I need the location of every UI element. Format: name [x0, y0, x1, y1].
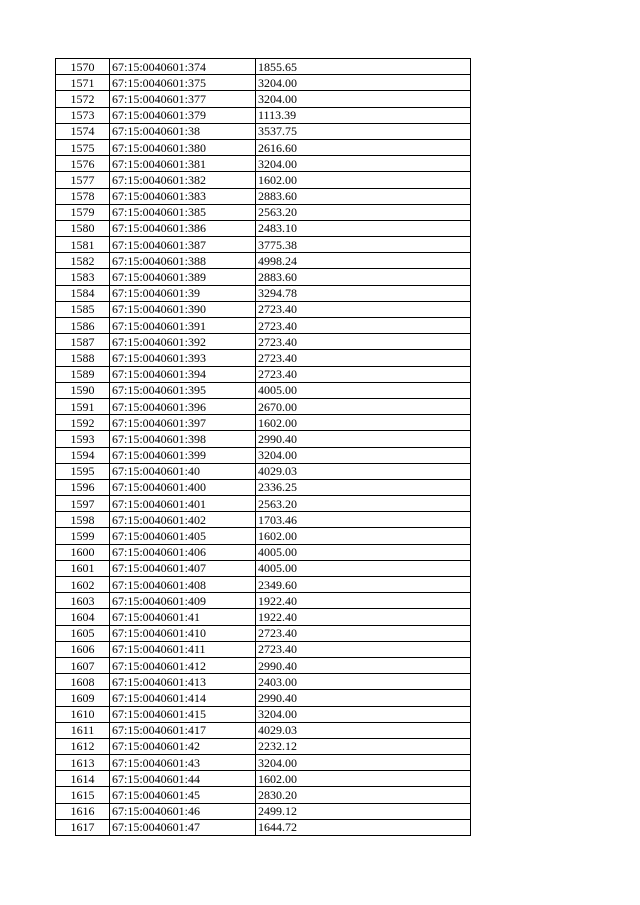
cadastral-value-cell: 1703.46: [256, 512, 471, 528]
cadastral-number-cell: 67:15:0040601:389: [110, 269, 256, 285]
table-row: [56, 269, 471, 285]
row-number-cell: 1617: [56, 819, 110, 835]
table-row: [56, 350, 471, 366]
row-number-cell: 1598: [56, 512, 110, 528]
row-number-cell: 1578: [56, 188, 110, 204]
row-number-cell: 1579: [56, 204, 110, 220]
row-number-cell: 1609: [56, 690, 110, 706]
cadastral-number-cell: 67:15:0040601:43: [110, 755, 256, 771]
table-row: [56, 188, 471, 204]
row-number-cell: 1576: [56, 156, 110, 172]
row-number-cell: 1583: [56, 269, 110, 285]
cadastral-value-cell: 2723.40: [256, 625, 471, 641]
table-row: [56, 301, 471, 317]
row-number-cell: 1607: [56, 657, 110, 673]
cadastral-value-cell: 2990.40: [256, 690, 471, 706]
row-number-cell: 1573: [56, 107, 110, 123]
table-row: [56, 803, 471, 819]
table-row: [56, 334, 471, 350]
row-number-cell: 1613: [56, 755, 110, 771]
table-row: [56, 674, 471, 690]
table-row: [56, 463, 471, 479]
cadastral-value-table: [55, 58, 471, 836]
cadastral-value-cell: 1644.72: [256, 819, 471, 835]
table-row: [56, 544, 471, 560]
table-row: [56, 447, 471, 463]
row-number-cell: 1581: [56, 237, 110, 253]
cadastral-number-cell: 67:15:0040601:39: [110, 285, 256, 301]
cadastral-number-cell: 67:15:0040601:382: [110, 172, 256, 188]
cadastral-value-cell: 2563.20: [256, 496, 471, 512]
table-row: [56, 75, 471, 91]
cadastral-value-cell: 2990.40: [256, 431, 471, 447]
table-row: [56, 819, 471, 835]
table-row: [56, 398, 471, 414]
row-number-cell: 1570: [56, 59, 110, 75]
table-body: [56, 59, 471, 836]
row-number-cell: 1590: [56, 382, 110, 398]
table-row: [56, 560, 471, 576]
row-number-cell: 1591: [56, 398, 110, 414]
cadastral-value-cell: 2403.00: [256, 674, 471, 690]
cadastral-value-cell: 1113.39: [256, 107, 471, 123]
row-number-cell: 1593: [56, 431, 110, 447]
cadastral-value-cell: 2232.12: [256, 738, 471, 754]
cadastral-number-cell: 67:15:0040601:380: [110, 139, 256, 155]
cadastral-number-cell: 67:15:0040601:413: [110, 674, 256, 690]
cadastral-value-cell: 3537.75: [256, 123, 471, 139]
cadastral-value-cell: 2883.60: [256, 269, 471, 285]
table-row: [56, 496, 471, 512]
row-number-cell: 1614: [56, 771, 110, 787]
cadastral-number-cell: 67:15:0040601:375: [110, 75, 256, 91]
cadastral-value-cell: 4005.00: [256, 560, 471, 576]
cadastral-number-cell: 67:15:0040601:391: [110, 318, 256, 334]
cadastral-number-cell: 67:15:0040601:414: [110, 690, 256, 706]
cadastral-value-cell: 1922.40: [256, 593, 471, 609]
cadastral-number-cell: 67:15:0040601:412: [110, 657, 256, 673]
cadastral-value-cell: 2563.20: [256, 204, 471, 220]
cadastral-value-cell: 2723.40: [256, 301, 471, 317]
cadastral-value-cell: 2723.40: [256, 334, 471, 350]
cadastral-number-cell: 67:15:0040601:381: [110, 156, 256, 172]
row-number-cell: 1604: [56, 609, 110, 625]
cadastral-number-cell: 67:15:0040601:407: [110, 560, 256, 576]
cadastral-value-cell: 3775.38: [256, 237, 471, 253]
row-number-cell: 1595: [56, 463, 110, 479]
cadastral-value-cell: 4029.03: [256, 722, 471, 738]
row-number-cell: 1612: [56, 738, 110, 754]
cadastral-number-cell: 67:15:0040601:45: [110, 787, 256, 803]
cadastral-number-cell: 67:15:0040601:410: [110, 625, 256, 641]
cadastral-number-cell: 67:15:0040601:398: [110, 431, 256, 447]
cadastral-number-cell: 67:15:0040601:406: [110, 544, 256, 560]
cadastral-number-cell: 67:15:0040601:400: [110, 479, 256, 495]
cadastral-number-cell: 67:15:0040601:38: [110, 123, 256, 139]
cadastral-value-cell: 2670.00: [256, 398, 471, 414]
table-row: [56, 253, 471, 269]
table-row: [56, 641, 471, 657]
row-number-cell: 1571: [56, 75, 110, 91]
row-number-cell: 1574: [56, 123, 110, 139]
cadastral-number-cell: 67:15:0040601:417: [110, 722, 256, 738]
cadastral-number-cell: 67:15:0040601:402: [110, 512, 256, 528]
table-row: [56, 139, 471, 155]
row-number-cell: 1587: [56, 334, 110, 350]
row-number-cell: 1606: [56, 641, 110, 657]
row-number-cell: 1594: [56, 447, 110, 463]
table-row: [56, 204, 471, 220]
cadastral-value-cell: 1602.00: [256, 771, 471, 787]
cadastral-value-cell: 1855.65: [256, 59, 471, 75]
table-row: [56, 528, 471, 544]
cadastral-value-cell: 2616.60: [256, 139, 471, 155]
table-row: [56, 738, 471, 754]
table-row: [56, 107, 471, 123]
row-number-cell: 1588: [56, 350, 110, 366]
table-row: [56, 285, 471, 301]
cadastral-value-cell: 4005.00: [256, 382, 471, 398]
table-row: [56, 123, 471, 139]
cadastral-number-cell: 67:15:0040601:47: [110, 819, 256, 835]
row-number-cell: 1597: [56, 496, 110, 512]
cadastral-value-cell: 2883.60: [256, 188, 471, 204]
table-row: [56, 771, 471, 787]
table-row: [56, 787, 471, 803]
cadastral-value-cell: 3204.00: [256, 706, 471, 722]
row-number-cell: 1616: [56, 803, 110, 819]
table-row: [56, 220, 471, 236]
table-row: [56, 91, 471, 107]
row-number-cell: 1602: [56, 577, 110, 593]
table-row: [56, 237, 471, 253]
cadastral-number-cell: 67:15:0040601:394: [110, 366, 256, 382]
cadastral-value-cell: 1602.00: [256, 528, 471, 544]
table-row: [56, 59, 471, 75]
row-number-cell: 1599: [56, 528, 110, 544]
cadastral-value-cell: 3204.00: [256, 156, 471, 172]
row-number-cell: 1589: [56, 366, 110, 382]
cadastral-number-cell: 67:15:0040601:408: [110, 577, 256, 593]
cadastral-value-cell: 2483.10: [256, 220, 471, 236]
cadastral-number-cell: 67:15:0040601:411: [110, 641, 256, 657]
cadastral-number-cell: 67:15:0040601:379: [110, 107, 256, 123]
row-number-cell: 1577: [56, 172, 110, 188]
cadastral-number-cell: 67:15:0040601:397: [110, 415, 256, 431]
table-row: [56, 366, 471, 382]
cadastral-number-cell: 67:15:0040601:409: [110, 593, 256, 609]
cadastral-number-cell: 67:15:0040601:401: [110, 496, 256, 512]
row-number-cell: 1610: [56, 706, 110, 722]
cadastral-number-cell: 67:15:0040601:395: [110, 382, 256, 398]
cadastral-value-cell: 4005.00: [256, 544, 471, 560]
row-number-cell: 1572: [56, 91, 110, 107]
cadastral-number-cell: 67:15:0040601:44: [110, 771, 256, 787]
cadastral-value-cell: 2336.25: [256, 479, 471, 495]
row-number-cell: 1580: [56, 220, 110, 236]
cadastral-value-cell: 4998.24: [256, 253, 471, 269]
cadastral-value-cell: 1602.00: [256, 172, 471, 188]
cadastral-number-cell: 67:15:0040601:383: [110, 188, 256, 204]
table-row: [56, 479, 471, 495]
cadastral-number-cell: 67:15:0040601:390: [110, 301, 256, 317]
cadastral-number-cell: 67:15:0040601:40: [110, 463, 256, 479]
cadastral-number-cell: 67:15:0040601:393: [110, 350, 256, 366]
cadastral-value-cell: 2349.60: [256, 577, 471, 593]
row-number-cell: 1605: [56, 625, 110, 641]
cadastral-value-cell: 2499.12: [256, 803, 471, 819]
table-row: [56, 577, 471, 593]
cadastral-value-cell: 2990.40: [256, 657, 471, 673]
cadastral-number-cell: 67:15:0040601:374: [110, 59, 256, 75]
table-row: [56, 415, 471, 431]
row-number-cell: 1592: [56, 415, 110, 431]
cadastral-value-cell: 1922.40: [256, 609, 471, 625]
cadastral-value-cell: 1602.00: [256, 415, 471, 431]
row-number-cell: 1596: [56, 479, 110, 495]
table-row: [56, 690, 471, 706]
row-number-cell: 1586: [56, 318, 110, 334]
cadastral-number-cell: 67:15:0040601:415: [110, 706, 256, 722]
table-row: [56, 755, 471, 771]
row-number-cell: 1608: [56, 674, 110, 690]
cadastral-value-cell: 2723.40: [256, 350, 471, 366]
cadastral-value-cell: 3204.00: [256, 91, 471, 107]
table-row: [56, 706, 471, 722]
cadastral-number-cell: 67:15:0040601:405: [110, 528, 256, 544]
cadastral-value-cell: 2723.40: [256, 318, 471, 334]
table-row: [56, 156, 471, 172]
table-row: [56, 512, 471, 528]
table-row: [56, 625, 471, 641]
cadastral-value-cell: 2830.20: [256, 787, 471, 803]
row-number-cell: 1584: [56, 285, 110, 301]
cadastral-number-cell: 67:15:0040601:41: [110, 609, 256, 625]
cadastral-number-cell: 67:15:0040601:399: [110, 447, 256, 463]
cadastral-number-cell: 67:15:0040601:386: [110, 220, 256, 236]
cadastral-value-cell: 2723.40: [256, 641, 471, 657]
row-number-cell: 1603: [56, 593, 110, 609]
table-row: [56, 722, 471, 738]
cadastral-number-cell: 67:15:0040601:392: [110, 334, 256, 350]
table-row: [56, 382, 471, 398]
cadastral-number-cell: 67:15:0040601:377: [110, 91, 256, 107]
cadastral-value-cell: 2723.40: [256, 366, 471, 382]
cadastral-value-cell: 3294.78: [256, 285, 471, 301]
cadastral-number-cell: 67:15:0040601:396: [110, 398, 256, 414]
row-number-cell: 1601: [56, 560, 110, 576]
cadastral-number-cell: 67:15:0040601:388: [110, 253, 256, 269]
table-row: [56, 431, 471, 447]
table-row: [56, 593, 471, 609]
table-row: [56, 318, 471, 334]
row-number-cell: 1600: [56, 544, 110, 560]
row-number-cell: 1582: [56, 253, 110, 269]
table-row: [56, 172, 471, 188]
row-number-cell: 1615: [56, 787, 110, 803]
table-row: [56, 657, 471, 673]
cadastral-number-cell: 67:15:0040601:46: [110, 803, 256, 819]
cadastral-number-cell: 67:15:0040601:385: [110, 204, 256, 220]
row-number-cell: 1575: [56, 139, 110, 155]
table-row: [56, 609, 471, 625]
cadastral-value-cell: 3204.00: [256, 447, 471, 463]
cadastral-number-cell: 67:15:0040601:42: [110, 738, 256, 754]
row-number-cell: 1611: [56, 722, 110, 738]
cadastral-value-cell: 4029.03: [256, 463, 471, 479]
cadastral-value-cell: 3204.00: [256, 75, 471, 91]
cadastral-number-cell: 67:15:0040601:387: [110, 237, 256, 253]
row-number-cell: 1585: [56, 301, 110, 317]
cadastral-value-cell: 3204.00: [256, 755, 471, 771]
